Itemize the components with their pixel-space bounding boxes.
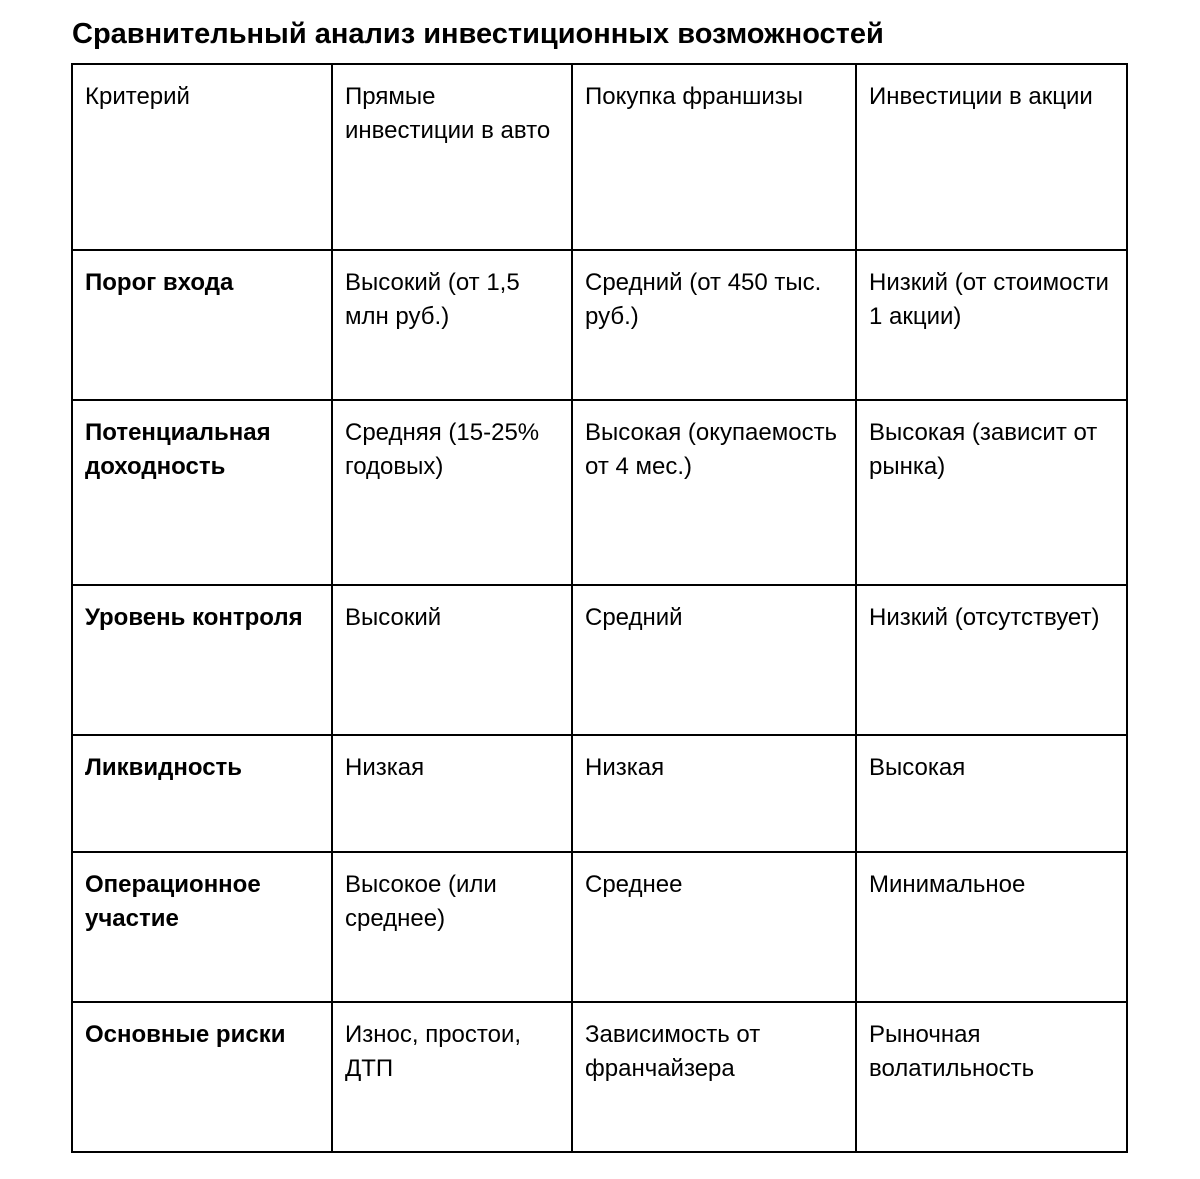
- table-cell: Высокое (или среднее): [332, 852, 572, 1002]
- table-cell: Среднее: [572, 852, 856, 1002]
- comparison-table: [71, 63, 1128, 1153]
- header-cell-stocks: Инвестиции в акции: [856, 64, 1127, 250]
- header-cell-franchise: Покупка франшизы: [572, 64, 856, 250]
- page-title: Сравнительный анализ инвестиционных возможностей: [72, 18, 884, 50]
- criterion-cell: Операционное участие: [72, 852, 332, 1002]
- header-cell-criterion: Критерий: [72, 64, 332, 250]
- criterion-cell: Ликвидность: [72, 735, 332, 852]
- table-cell: Низкая: [572, 735, 856, 852]
- table-cell: Средняя (15-25% годовых): [332, 400, 572, 585]
- table-row: [72, 585, 1127, 735]
- criterion-cell: Уровень контроля: [72, 585, 332, 735]
- table-cell: Низкий (от стоимости 1 акции): [856, 250, 1127, 400]
- table-cell: Высокий (от 1,5 млн руб.): [332, 250, 572, 400]
- table-cell: Зависимость от франчайзера: [572, 1002, 856, 1152]
- table-cell: Низкая: [332, 735, 572, 852]
- table-cell: Высокая: [856, 735, 1127, 852]
- table-cell: Средний: [572, 585, 856, 735]
- table-row: [72, 400, 1127, 585]
- table-cell: Минимальное: [856, 852, 1127, 1002]
- table-cell: Высокий: [332, 585, 572, 735]
- criterion-cell: Основные риски: [72, 1002, 332, 1152]
- table-row: [72, 852, 1127, 1002]
- criterion-cell: Потенциальная доходность: [72, 400, 332, 585]
- criterion-cell: Порог входа: [72, 250, 332, 400]
- table-cell: Средний (от 450 тыс. руб.): [572, 250, 856, 400]
- table-cell: Высокая (окупаемость от 4 мес.): [572, 400, 856, 585]
- table-cell: Высокая (зависит от рынка): [856, 400, 1127, 585]
- table-row: [72, 735, 1127, 852]
- table-cell: Рыночная волатильность: [856, 1002, 1127, 1152]
- table-header-row: [72, 64, 1127, 250]
- table-row: [72, 250, 1127, 400]
- header-cell-direct-auto: Прямые инвестиции в авто: [332, 64, 572, 250]
- table-row: [72, 1002, 1127, 1152]
- table-cell: Износ, простои, ДТП: [332, 1002, 572, 1152]
- table-cell: Низкий (отсутствует): [856, 585, 1127, 735]
